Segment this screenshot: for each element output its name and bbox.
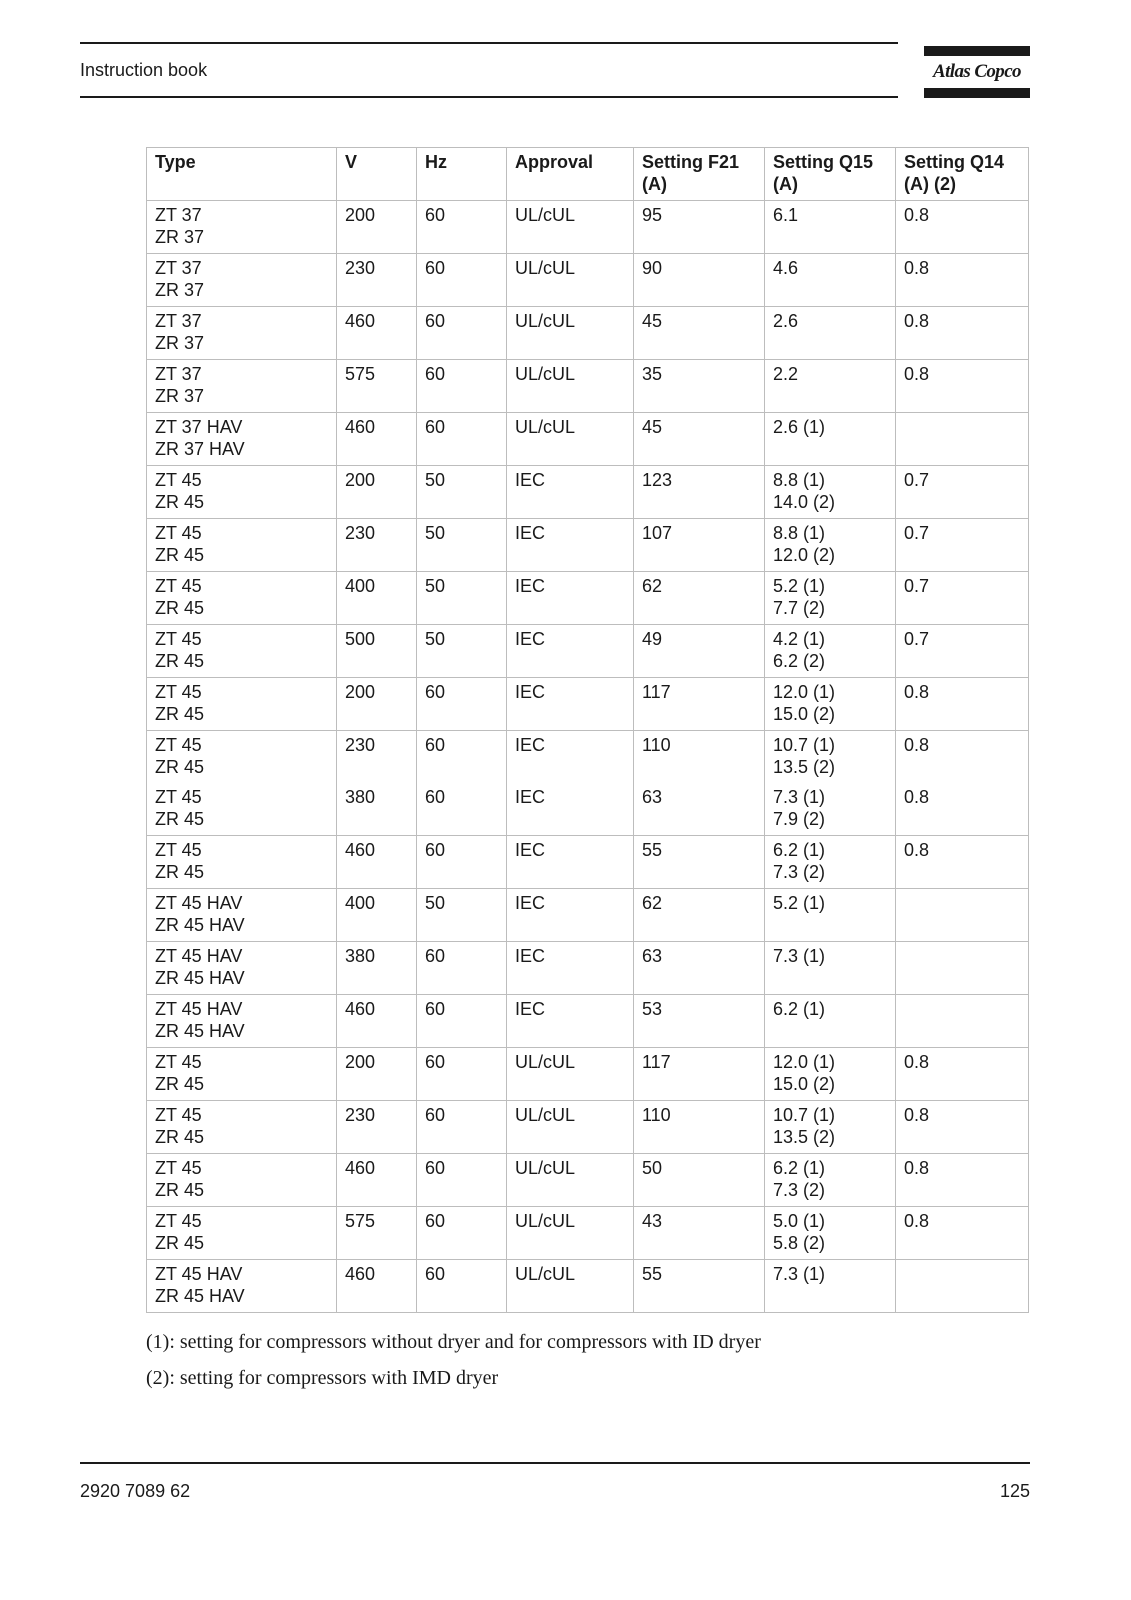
cell-type: ZT 45 ZR 45 bbox=[147, 572, 337, 625]
cell-frequency: 60 bbox=[417, 1154, 507, 1207]
cell-frequency: 60 bbox=[417, 1207, 507, 1260]
cell-setting-q15: 2.6 (1) bbox=[765, 413, 896, 466]
cell-setting-q15: 5.2 (1) 7.7 (2) bbox=[765, 572, 896, 625]
table-row bbox=[147, 1048, 1029, 1101]
cell-voltage: 460 bbox=[337, 1260, 417, 1313]
cell-setting-q15: 12.0 (1) 15.0 (2) bbox=[765, 678, 896, 731]
cell-setting-q15: 4.2 (1) 6.2 (2) bbox=[765, 625, 896, 678]
table-row bbox=[147, 625, 1029, 678]
logo-wordmark: Atlas Copco bbox=[933, 61, 1021, 82]
cell-approval: UL/cUL bbox=[507, 1048, 634, 1101]
cell-setting-f21: 45 bbox=[634, 307, 765, 360]
cell-setting-f21: 43 bbox=[634, 1207, 765, 1260]
table-row bbox=[147, 1260, 1029, 1313]
table-row bbox=[147, 1154, 1029, 1207]
cell-setting-f21: 95 bbox=[634, 201, 765, 254]
cell-type: ZT 45 HAV ZR 45 HAV bbox=[147, 995, 337, 1048]
cell-type: ZT 45 ZR 45 bbox=[147, 783, 337, 836]
cell-setting-f21: 49 bbox=[634, 625, 765, 678]
cell-voltage: 230 bbox=[337, 254, 417, 307]
cell-approval: IEC bbox=[507, 783, 634, 836]
cell-approval: UL/cUL bbox=[507, 1260, 634, 1313]
cell-voltage: 575 bbox=[337, 360, 417, 413]
cell-type: ZT 37 ZR 37 bbox=[147, 307, 337, 360]
cell-approval: UL/cUL bbox=[507, 254, 634, 307]
cell-voltage: 400 bbox=[337, 572, 417, 625]
table-row bbox=[147, 678, 1029, 731]
cell-frequency: 60 bbox=[417, 254, 507, 307]
cell-voltage: 200 bbox=[337, 678, 417, 731]
cell-setting-f21: 53 bbox=[634, 995, 765, 1048]
cell-type: ZT 45 ZR 45 bbox=[147, 1154, 337, 1207]
cell-approval: UL/cUL bbox=[507, 1154, 634, 1207]
table-row bbox=[147, 466, 1029, 519]
table-row bbox=[147, 201, 1029, 254]
cell-type: ZT 37 ZR 37 bbox=[147, 201, 337, 254]
cell-type: ZT 45 ZR 45 bbox=[147, 1207, 337, 1260]
cell-type: ZT 45 ZR 45 bbox=[147, 519, 337, 572]
table-row bbox=[147, 783, 1029, 836]
column-header-setting-q15: Setting Q15 (A) bbox=[765, 148, 896, 201]
cell-setting-f21: 107 bbox=[634, 519, 765, 572]
header-rule-bottom bbox=[80, 96, 898, 98]
cell-voltage: 460 bbox=[337, 413, 417, 466]
cell-voltage: 230 bbox=[337, 1101, 417, 1154]
table-row bbox=[147, 254, 1029, 307]
cell-frequency: 50 bbox=[417, 625, 507, 678]
cell-setting-f21: 117 bbox=[634, 678, 765, 731]
document-number: 2920 7089 62 bbox=[80, 1481, 191, 1501]
table-row bbox=[147, 731, 1029, 784]
cell-type: ZT 37 ZR 37 bbox=[147, 254, 337, 307]
table-row bbox=[147, 307, 1029, 360]
cell-setting-q14: 0.8 bbox=[896, 1048, 1029, 1101]
cell-type: ZT 45 ZR 45 bbox=[147, 731, 337, 784]
cell-voltage: 500 bbox=[337, 625, 417, 678]
cell-setting-f21: 50 bbox=[634, 1154, 765, 1207]
cell-voltage: 460 bbox=[337, 836, 417, 889]
cell-frequency: 60 bbox=[417, 783, 507, 836]
cell-setting-q14 bbox=[896, 1260, 1029, 1313]
cell-setting-q14: 0.8 bbox=[896, 1207, 1029, 1260]
cell-type: ZT 45 HAV ZR 45 HAV bbox=[147, 942, 337, 995]
cell-setting-q15: 7.3 (1) bbox=[765, 1260, 896, 1313]
cell-approval: UL/cUL bbox=[507, 1207, 634, 1260]
cell-setting-q15: 6.2 (1) 7.3 (2) bbox=[765, 836, 896, 889]
cell-approval: UL/cUL bbox=[507, 201, 634, 254]
cell-setting-q15: 2.6 bbox=[765, 307, 896, 360]
cell-voltage: 380 bbox=[337, 783, 417, 836]
cell-setting-q14: 0.8 bbox=[896, 307, 1029, 360]
column-header-setting-f21: Setting F21 (A) bbox=[634, 148, 765, 201]
document-title: Instruction book bbox=[80, 60, 208, 80]
cell-frequency: 60 bbox=[417, 1101, 507, 1154]
cell-frequency: 60 bbox=[417, 942, 507, 995]
cell-setting-q15: 10.7 (1) 13.5 (2) bbox=[765, 731, 896, 784]
cell-approval: IEC bbox=[507, 572, 634, 625]
cell-approval: UL/cUL bbox=[507, 307, 634, 360]
cell-voltage: 400 bbox=[337, 889, 417, 942]
cell-frequency: 60 bbox=[417, 1260, 507, 1313]
cell-setting-q15: 6.2 (1) bbox=[765, 995, 896, 1048]
cell-frequency: 50 bbox=[417, 466, 507, 519]
cell-setting-q14: 0.8 bbox=[896, 783, 1029, 836]
cell-type: ZT 45 ZR 45 bbox=[147, 678, 337, 731]
cell-approval: UL/cUL bbox=[507, 360, 634, 413]
table-row bbox=[147, 942, 1029, 995]
cell-approval: IEC bbox=[507, 519, 634, 572]
cell-frequency: 60 bbox=[417, 201, 507, 254]
cell-setting-q15: 6.2 (1) 7.3 (2) bbox=[765, 1154, 896, 1207]
cell-setting-f21: 123 bbox=[634, 466, 765, 519]
cell-type: ZT 45 ZR 45 bbox=[147, 1048, 337, 1101]
cell-approval: UL/cUL bbox=[507, 1101, 634, 1154]
cell-setting-q14: 0.7 bbox=[896, 466, 1029, 519]
cell-type: ZT 45 ZR 45 bbox=[147, 466, 337, 519]
cell-setting-f21: 110 bbox=[634, 731, 765, 784]
cell-approval: IEC bbox=[507, 942, 634, 995]
cell-approval: IEC bbox=[507, 731, 634, 784]
cell-setting-q14: 0.7 bbox=[896, 625, 1029, 678]
cell-setting-q15: 2.2 bbox=[765, 360, 896, 413]
cell-type: ZT 45 ZR 45 bbox=[147, 625, 337, 678]
cell-setting-f21: 62 bbox=[634, 572, 765, 625]
cell-frequency: 50 bbox=[417, 889, 507, 942]
cell-voltage: 200 bbox=[337, 466, 417, 519]
logo-bar-bottom bbox=[924, 88, 1030, 98]
table-row bbox=[147, 995, 1029, 1048]
cell-approval: IEC bbox=[507, 466, 634, 519]
cell-setting-q14: 0.8 bbox=[896, 731, 1029, 784]
cell-setting-f21: 110 bbox=[634, 1101, 765, 1154]
cell-setting-f21: 63 bbox=[634, 783, 765, 836]
cell-setting-f21: 35 bbox=[634, 360, 765, 413]
table-body bbox=[147, 201, 1029, 1313]
cell-setting-q14: 0.8 bbox=[896, 678, 1029, 731]
cell-setting-f21: 90 bbox=[634, 254, 765, 307]
cell-frequency: 50 bbox=[417, 572, 507, 625]
logo-bar-top bbox=[924, 46, 1030, 56]
table-row bbox=[147, 1101, 1029, 1154]
cell-frequency: 60 bbox=[417, 731, 507, 784]
cell-setting-q15: 6.1 bbox=[765, 201, 896, 254]
cell-type: ZT 37 ZR 37 bbox=[147, 360, 337, 413]
cell-setting-q15: 8.8 (1) 14.0 (2) bbox=[765, 466, 896, 519]
cell-frequency: 60 bbox=[417, 360, 507, 413]
cell-approval: UL/cUL bbox=[507, 413, 634, 466]
column-header-voltage: V bbox=[337, 148, 417, 201]
cell-setting-f21: 55 bbox=[634, 836, 765, 889]
cell-voltage: 460 bbox=[337, 1154, 417, 1207]
cell-voltage: 200 bbox=[337, 1048, 417, 1101]
cell-setting-q14: 0.7 bbox=[896, 572, 1029, 625]
cell-type: ZT 45 ZR 45 bbox=[147, 1101, 337, 1154]
table-row bbox=[147, 889, 1029, 942]
cell-type: ZT 45 ZR 45 bbox=[147, 836, 337, 889]
cell-setting-q14: 0.8 bbox=[896, 836, 1029, 889]
cell-type: ZT 37 HAV ZR 37 HAV bbox=[147, 413, 337, 466]
table-row bbox=[147, 572, 1029, 625]
cell-setting-f21: 117 bbox=[634, 1048, 765, 1101]
cell-voltage: 380 bbox=[337, 942, 417, 995]
cell-frequency: 60 bbox=[417, 1048, 507, 1101]
cell-setting-q15: 7.3 (1) bbox=[765, 942, 896, 995]
cell-approval: IEC bbox=[507, 889, 634, 942]
cell-frequency: 60 bbox=[417, 836, 507, 889]
cell-setting-q14: 0.8 bbox=[896, 360, 1029, 413]
cell-setting-q14: 0.8 bbox=[896, 254, 1029, 307]
column-header-approval: Approval bbox=[507, 148, 634, 201]
cell-voltage: 230 bbox=[337, 519, 417, 572]
cell-voltage: 200 bbox=[337, 201, 417, 254]
cell-setting-q14: 0.8 bbox=[896, 201, 1029, 254]
column-header-frequency: Hz bbox=[417, 148, 507, 201]
cell-setting-q15: 4.6 bbox=[765, 254, 896, 307]
cell-setting-q15: 12.0 (1) 15.0 (2) bbox=[765, 1048, 896, 1101]
cell-setting-q15: 10.7 (1) 13.5 (2) bbox=[765, 1101, 896, 1154]
cell-frequency: 60 bbox=[417, 413, 507, 466]
cell-setting-f21: 45 bbox=[634, 413, 765, 466]
table-row bbox=[147, 519, 1029, 572]
page-number: 125 bbox=[999, 1481, 1030, 1501]
cell-approval: IEC bbox=[507, 678, 634, 731]
table-row bbox=[147, 413, 1029, 466]
cell-setting-q14: 0.8 bbox=[896, 1101, 1029, 1154]
cell-setting-q15: 5.0 (1) 5.8 (2) bbox=[765, 1207, 896, 1260]
cell-setting-q14 bbox=[896, 889, 1029, 942]
footnote-1: (1): setting for compressors without dryer and for compressors with ID dryer bbox=[146, 1331, 761, 1353]
cell-type: ZT 45 HAV ZR 45 HAV bbox=[147, 889, 337, 942]
cell-setting-f21: 63 bbox=[634, 942, 765, 995]
table-row bbox=[147, 1207, 1029, 1260]
footer-rule bbox=[80, 1462, 1030, 1464]
cell-voltage: 460 bbox=[337, 995, 417, 1048]
cell-setting-q14 bbox=[896, 995, 1029, 1048]
table-row bbox=[147, 360, 1029, 413]
cell-voltage: 230 bbox=[337, 731, 417, 784]
column-header-type: Type bbox=[147, 148, 337, 201]
cell-voltage: 460 bbox=[337, 307, 417, 360]
table-row bbox=[147, 836, 1029, 889]
cell-setting-q14 bbox=[896, 413, 1029, 466]
cell-approval: IEC bbox=[507, 836, 634, 889]
header-rule-top bbox=[80, 42, 898, 44]
table-header-row bbox=[147, 148, 1029, 201]
cell-voltage: 575 bbox=[337, 1207, 417, 1260]
cell-setting-q15: 5.2 (1) bbox=[765, 889, 896, 942]
cell-setting-q14: 0.8 bbox=[896, 1154, 1029, 1207]
cell-setting-q14: 0.7 bbox=[896, 519, 1029, 572]
cell-frequency: 60 bbox=[417, 995, 507, 1048]
cell-frequency: 50 bbox=[417, 519, 507, 572]
cell-setting-q14 bbox=[896, 942, 1029, 995]
column-header-setting-q14: Setting Q14 (A) (2) bbox=[896, 148, 1029, 201]
cell-setting-f21: 62 bbox=[634, 889, 765, 942]
cell-approval: IEC bbox=[507, 625, 634, 678]
brand-logo bbox=[924, 46, 1030, 98]
settings-table bbox=[146, 147, 1029, 1313]
cell-approval: IEC bbox=[507, 995, 634, 1048]
footnote-2: (2): setting for compressors with IMD dryer bbox=[146, 1367, 499, 1389]
cell-frequency: 60 bbox=[417, 307, 507, 360]
cell-setting-q15: 8.8 (1) 12.0 (2) bbox=[765, 519, 896, 572]
cell-frequency: 60 bbox=[417, 678, 507, 731]
cell-setting-f21: 55 bbox=[634, 1260, 765, 1313]
cell-type: ZT 45 HAV ZR 45 HAV bbox=[147, 1260, 337, 1313]
cell-setting-q15: 7.3 (1) 7.9 (2) bbox=[765, 783, 896, 836]
